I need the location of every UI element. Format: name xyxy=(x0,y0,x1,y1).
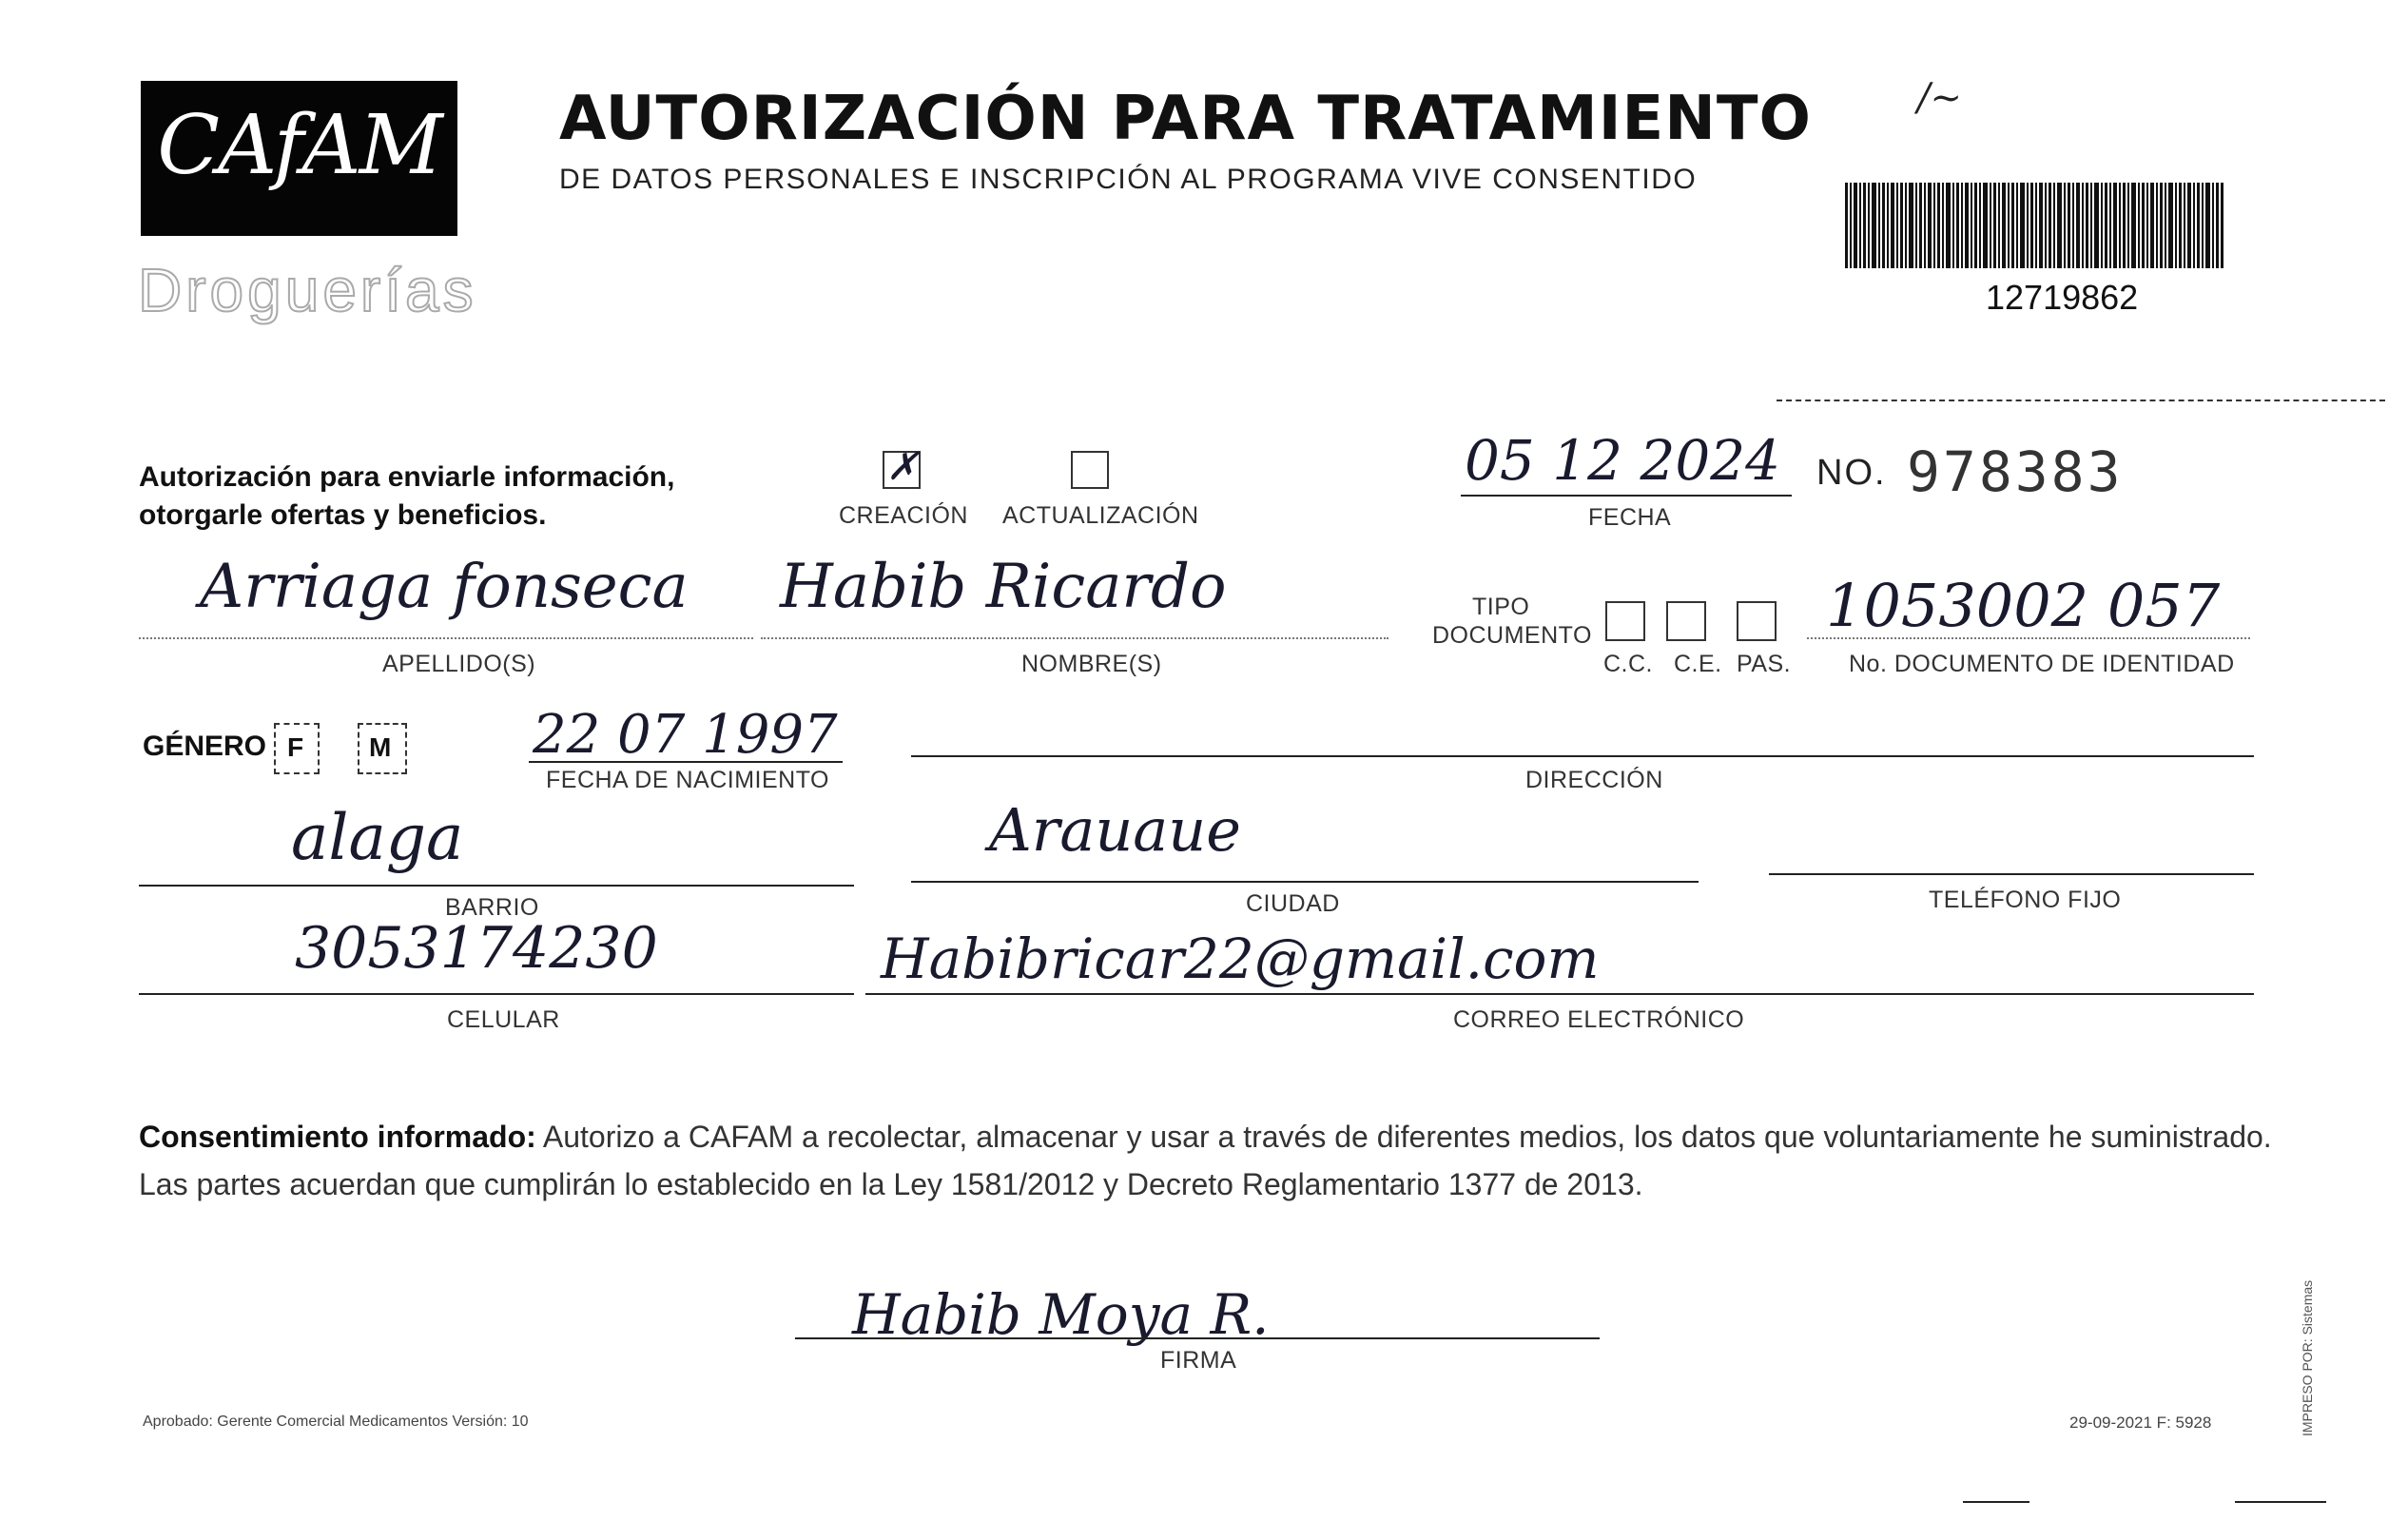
ciudad-value[interactable]: Arauaue xyxy=(989,795,1241,865)
logo-text: CAfAM xyxy=(157,98,441,193)
footer-date-code: 29-09-2021 F: 5928 xyxy=(2069,1414,2212,1432)
cc-checkbox[interactable] xyxy=(1605,601,1645,641)
signature-value[interactable]: Habib Moya R. xyxy=(852,1282,1270,1347)
form-subtitle: DE DATOS PERSONALES E INSCRIPCIÓN AL PROGRAMA VIVE CONSENTIDO xyxy=(559,164,1698,195)
documento-line xyxy=(1807,637,2250,639)
genero-label: GÉNERO xyxy=(143,731,267,762)
creacion-checkbox[interactable] xyxy=(883,445,921,489)
creacion-label: CREACIÓN xyxy=(839,502,968,529)
firma-label: FIRMA xyxy=(1160,1347,1237,1374)
fecha-line xyxy=(1461,495,1792,497)
authorization-line-1: Autorización para enviarle información, xyxy=(139,461,675,493)
corner-handwritten-mark: /~ xyxy=(1917,76,1962,120)
genero-m-box[interactable] xyxy=(358,723,407,774)
footer-approved: Aprobado: Gerente Comercial Medicamentos Versión: 10 xyxy=(143,1414,529,1430)
celular-line xyxy=(139,993,854,995)
ce-checkbox[interactable] xyxy=(1666,601,1706,641)
barcode-number: 12719862 xyxy=(1986,278,2139,317)
fecha-value[interactable]: 05 12 2024 xyxy=(1465,428,1781,493)
actualizacion-label: ACTUALIZACIÓN xyxy=(1002,502,1199,529)
correo-value[interactable]: Habibricar22@gmail.com xyxy=(881,926,1600,991)
creacion-check-mark: ✗ xyxy=(886,445,919,489)
barrio-value[interactable]: alaga xyxy=(291,801,464,874)
consent-paragraph xyxy=(139,1113,2279,1208)
direccion-label: DIRECCIÓN xyxy=(1525,767,1663,793)
no-label: NO. xyxy=(1816,453,1887,493)
cafam-logo xyxy=(141,81,457,236)
apellido-value[interactable]: Arriaga fonseca xyxy=(200,552,689,622)
ciudad-line xyxy=(911,881,1699,883)
form-number: 978383 xyxy=(1907,439,2124,504)
pas-label: PAS. xyxy=(1737,651,1792,677)
documento-value[interactable]: 1053002 057 xyxy=(1826,571,2221,640)
barcode-image xyxy=(1845,183,2224,268)
barrio-line xyxy=(139,885,854,887)
telefono-label: TELÉFONO FIJO xyxy=(1929,887,2122,913)
celular-label: CELULAR xyxy=(447,1006,560,1033)
fecha-nacimiento-line xyxy=(529,761,843,763)
nombre-line xyxy=(761,637,1388,639)
direccion-line[interactable] xyxy=(911,755,2254,757)
nombre-value[interactable]: Habib Ricardo xyxy=(780,552,1227,622)
genero-f-label: F xyxy=(287,732,304,762)
genero-f-box[interactable] xyxy=(274,723,320,774)
consent-body: Autorizo a CAFAM a recolectar, almacenar y usar a través de diferentes medios, los datos que voluntariamente he suministrado. Las partes acuerdan que cumplirán lo establecido en la Ley 1581/2012 y Decreto Reglamentario 1377 de 2013. xyxy=(139,1120,2272,1201)
pas-checkbox[interactable] xyxy=(1737,601,1777,641)
bottom-mark-1 xyxy=(1963,1501,2029,1503)
drogerias-logo-text: Droguerías xyxy=(138,256,477,324)
signature-line xyxy=(795,1337,1600,1339)
documento-label: No. DOCUMENTO DE IDENTIDAD xyxy=(1849,651,2235,677)
ce-label: C.E. xyxy=(1674,651,1722,677)
telefono-line[interactable] xyxy=(1769,873,2254,875)
consent-heading: Consentimiento informado: xyxy=(139,1120,536,1154)
fecha-nacimiento-label: FECHA DE NACIMIENTO xyxy=(546,767,829,793)
barrio-label: BARRIO xyxy=(445,894,539,921)
authorization-line-2: otorgarle ofertas y beneficios. xyxy=(139,499,547,531)
celular-value[interactable]: 3053174230 xyxy=(295,915,658,982)
fecha-nacimiento-value[interactable]: 22 07 1997 xyxy=(533,704,838,766)
top-dashed-divider xyxy=(1777,400,2385,401)
cc-label: C.C. xyxy=(1603,651,1653,677)
nombre-label: NOMBRE(S) xyxy=(1021,651,1162,677)
form-title: AUTORIZACIÓN PARA TRATAMIENTO xyxy=(559,84,1812,154)
correo-label: CORREO ELECTRÓNICO xyxy=(1453,1006,1745,1033)
tipo-documento-label-2: DOCUMENTO xyxy=(1432,622,1592,649)
authorization-text xyxy=(139,458,674,535)
correo-line xyxy=(865,993,2254,995)
ciudad-label: CIUDAD xyxy=(1246,890,1340,917)
tipo-documento-label-1: TIPO xyxy=(1472,594,1530,620)
apellido-line xyxy=(139,637,753,639)
fecha-label: FECHA xyxy=(1588,504,1672,531)
side-printer-text: IMPRESO POR: Sistemas xyxy=(2300,1279,2315,1436)
bottom-mark-2 xyxy=(2235,1501,2326,1503)
apellido-label: APELLIDO(S) xyxy=(382,651,536,677)
actualizacion-checkbox[interactable] xyxy=(1071,451,1109,489)
genero-m-label: M xyxy=(369,732,392,762)
